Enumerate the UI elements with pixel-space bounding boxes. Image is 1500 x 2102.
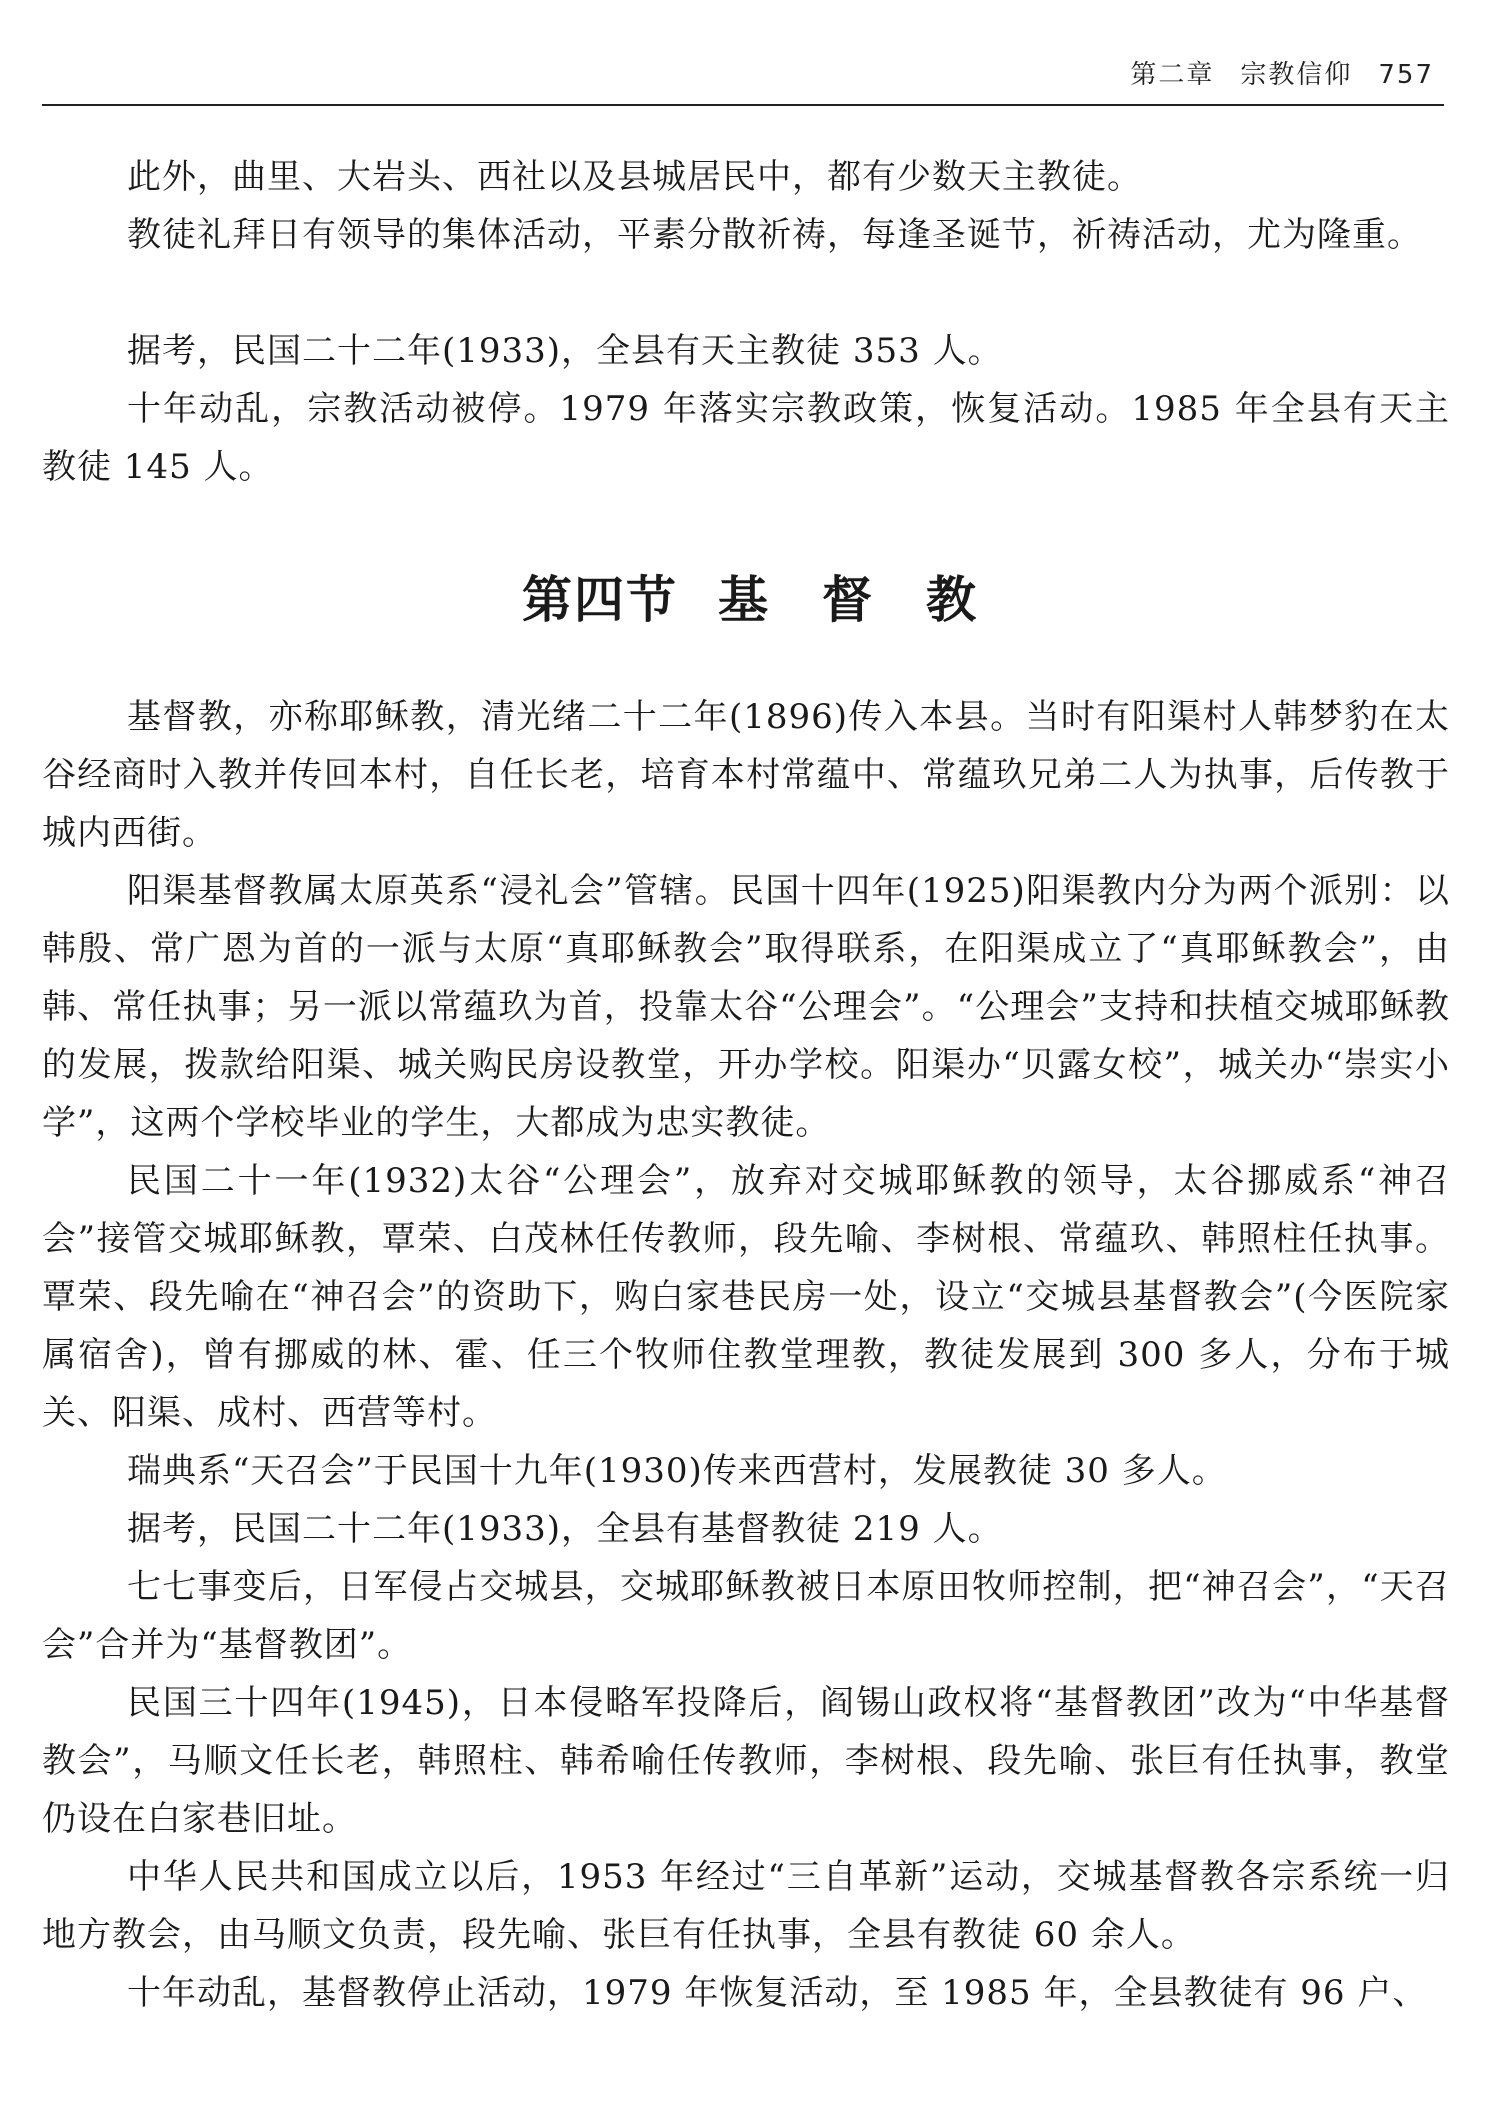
header-rule <box>42 104 1444 106</box>
paragraph: 教徒礼拜日有领导的集体活动，平素分散祈祷，每逢圣诞节，祈祷活动，尤为隆重。 <box>127 215 1422 255</box>
section-number: 第四节 <box>522 571 678 629</box>
paragraph: 十年动乱，基督教停止活动，1979 年恢复活动，至 1985 年，全县教徒有 96 户、 <box>127 1973 1428 2013</box>
section-heading <box>0 560 1500 632</box>
paragraph: 十年动乱，宗教活动被停。1979 年落实宗教政策，恢复活动。1985 年全县有天主教徒 145 人。 <box>42 389 1450 487</box>
paragraph: 此外，曲里、大岩头、西社以及县城居民中，都有少数天主教徒。 <box>127 157 1142 197</box>
paragraph: 民国三十四年(1945)，日本侵略军投降后，阎锡山政权将“基督教团”改为“中华基督教会”，马顺文任长老，韩照柱、韩希喻任传教师，李树根、段先喻、张巨有任执事，教堂仍设在白家巷旧址。 <box>42 1683 1450 1839</box>
paragraph: 据考，民国二十二年(1933)，全县有天主教徒 353 人。 <box>127 331 1003 371</box>
header-text <box>1130 54 1434 91</box>
paragraph: 据考，民国二十二年(1933)，全县有基督教徒 219 人。 <box>127 1509 1003 1549</box>
running-header <box>42 50 1444 106</box>
paragraph: 七七事变后，日军侵占交城县，交城耶稣教被日本原田牧师控制，把“神召会”，“天召会”合并为“基督教团”。 <box>42 1567 1450 1665</box>
paragraph: 瑞典系“天召会”于民国十九年(1930)传来西营村，发展教徒 30 多人。 <box>127 1451 1227 1491</box>
page-number: 757 <box>1378 60 1434 90</box>
paragraph: 民国二十一年(1932)太谷“公理会”，放弃对交城耶稣教的领导，太谷挪威系“神召会”接管交城耶稣教，覃荣、白茂林任传教师，段先喻、李树根、常蕴玖、韩照柱任执事。覃荣、段先喻在“神召会”的资助下，购白家巷民房一处，设立“交城县基督教会”(今医院家属宿舍)，曾有挪威的林、霍、任三个牧师住教堂理教，教徒发展到 300 多人，分布于城关、阳渠、成村、西营等村。 <box>42 1161 1450 1433</box>
paragraph: 基督教，亦称耶稣教，清光绪二十二年(1896)传入本县。当时有阳渠村人韩梦豹在太谷经商时入教并传回本村，自任长老，培育本村常蕴中、常蕴玖兄弟二人为执事，后传教于城内西街。 <box>42 697 1450 853</box>
paragraph: 中华人民共和国成立以后，1953 年经过“三自革新”运动，交城基督教各宗系统一归地方教会，由马顺文负责，段先喻、张巨有任执事，全县有教徒 60 余人。 <box>42 1857 1450 1955</box>
section-title: 基 督 教 <box>718 571 978 629</box>
paragraph: 阳渠基督教属太原英系“浸礼会”管辖。民国十四年(1925)阳渠教内分为两个派别：以韩殷、常广恩为首的一派与太原“真耶稣教会”取得联系，在阳渠成立了“真耶稣教会”，由韩、常任执事；另一派以常蕴玖为首，投靠太谷“公理会”。“公理会”支持和扶植交城耶稣教的发展，拨款给阳渠、城关购民房设教堂，开办学校。阳渠办“贝露女校”，城关办“崇实小学”，这两个学校毕业的学生，大都成为忠实教徒。 <box>42 871 1450 1143</box>
chapter-title: 宗教信仰 <box>1240 60 1353 90</box>
chapter-label: 第二章 <box>1130 60 1215 90</box>
